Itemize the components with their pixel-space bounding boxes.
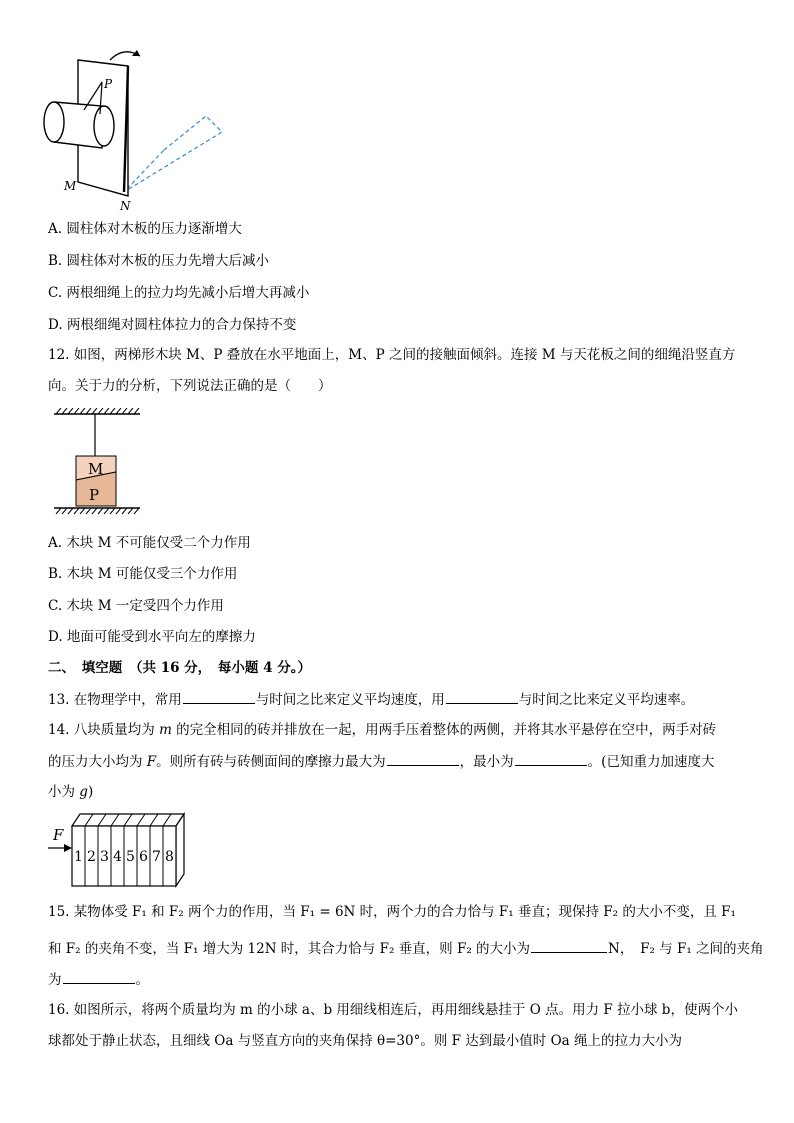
figure-q12-blocks <box>52 408 148 522</box>
q13-blank-1[interactable] <box>183 690 255 704</box>
q15-stem-line2 <box>48 939 764 958</box>
q14-blank-min[interactable] <box>515 752 587 766</box>
q14-text: 。则所有砖与砖侧面间的摩擦力最大为 <box>156 754 386 770</box>
q11-option-d: D. 两根细绳对圆柱体拉力的合力保持不变 <box>48 317 297 333</box>
q13-part3: 与时间之比来定义平均速率。 <box>518 692 695 708</box>
brick-label: 4 <box>113 849 122 865</box>
brick-label: 2 <box>87 849 96 865</box>
q13-part1: 13. 在物理学中，常用 <box>48 692 182 708</box>
figure-q14-bricks <box>46 808 196 890</box>
q12-stem-line1: 12. 如图，两梯形木块 M、P 叠放在水平地面上，M、P 之间的接触面倾斜。连接 M 与天花板之间的细绳沿竖直方 <box>48 347 736 363</box>
q12-stem-line2: 向。关于力的分析，下列说法正确的是（ ） <box>48 378 332 394</box>
q14-text: 14. 八块质量均为 <box>48 722 160 738</box>
force-f-label: F <box>53 826 64 844</box>
q13-blank-2[interactable] <box>446 690 518 704</box>
q14-var-g: g <box>79 784 88 800</box>
q14-stem-line3 <box>48 783 93 801</box>
q14-text: 。(已知重力加速度大 <box>587 754 715 770</box>
q15-text: 为 <box>48 972 62 988</box>
q12-option-b: B. 木块 M 可能仅受三个力作用 <box>48 566 238 582</box>
q13-part2: 与时间之比来定义平均速度，用 <box>255 692 445 708</box>
brick-label: 7 <box>152 849 161 865</box>
q14-var-f: F <box>146 754 157 770</box>
q14-stem-line1 <box>48 721 716 739</box>
brick-label: 8 <box>165 849 174 865</box>
q14-text: 的压力大小均为 <box>48 754 147 770</box>
q12-option-a: A. 木块 M 不可能仅受二个力作用 <box>48 535 251 551</box>
q11-option-b: B. 圆柱体对木板的压力先增大后减小 <box>48 253 270 269</box>
q15-blank-f2[interactable] <box>531 939 607 953</box>
q13-stem <box>48 690 694 709</box>
q14-var-m: m <box>159 722 172 738</box>
block-p-label: P <box>89 486 100 504</box>
q16-stem-line1: 16. 如图所示，将两个质量均为 m 的小球 a、b 用细线相连后，再用细线悬挂于 O 点。用力 F 拉小球 b，使两个小 <box>48 1002 738 1018</box>
q15-text: 。 <box>135 972 149 988</box>
block-m-label: M <box>88 460 104 478</box>
brick-label: 1 <box>74 849 83 865</box>
q11-option-a: A. 圆柱体对木板的压力逐渐增大 <box>48 221 242 237</box>
q12-option-c: C. 木块 M 一定受四个力作用 <box>48 598 224 614</box>
brick-label: 5 <box>126 849 135 865</box>
q15-blank-angle[interactable] <box>63 970 135 984</box>
q14-text: ) <box>87 784 94 800</box>
q15-stem-line3 <box>48 970 149 989</box>
brick-label: 6 <box>139 849 148 865</box>
q14-blank-max[interactable] <box>387 752 459 766</box>
section-fill-in-heading: 二、 填空题 （共 16 分， 每小题 4 分。） <box>48 660 311 676</box>
q12-option-d: D. 地面可能受到水平向左的摩擦力 <box>48 629 256 645</box>
q14-text: ，最小为 <box>459 754 514 770</box>
q15-stem-line1: 15. 某物体受 F₁ 和 F₂ 两个力的作用，当 F₁ = 6N 时，两个力的合力恰与 F₁ 垂直；现保持 F₂ 的大小不变，且 F₁ <box>48 904 736 920</box>
q14-stem-line2 <box>48 752 714 771</box>
q16-stem-line2: 球都处于静止状态，且细线 Oa 与竖直方向的夹角保持 θ=30°。则 F 达到最小值时 Oa 绳上的拉力大小为 <box>48 1033 683 1049</box>
label-n: N <box>120 199 131 213</box>
q11-option-c: C. 两根细绳上的拉力均先减小后增大再减小 <box>48 285 310 301</box>
figure-q11-board-cylinder <box>40 44 240 214</box>
q14-text: 的完全相同的砖并排放在一起，用两手压着整体的两侧，并将其水平悬停在空中，两手对砖 <box>171 722 717 738</box>
q15-text: N， F₂ 与 F₁ 之间的夹角 <box>608 941 764 957</box>
q15-text: 和 F₂ 的夹角不变，当 F₁ 增大为 12N 时，其合力恰与 F₂ 垂直，则 F₂ 的大小为 <box>48 941 531 957</box>
label-p: P <box>104 77 113 91</box>
brick-label: 3 <box>100 849 109 865</box>
label-m: M <box>64 179 77 193</box>
q14-text: 小为 <box>48 784 80 800</box>
